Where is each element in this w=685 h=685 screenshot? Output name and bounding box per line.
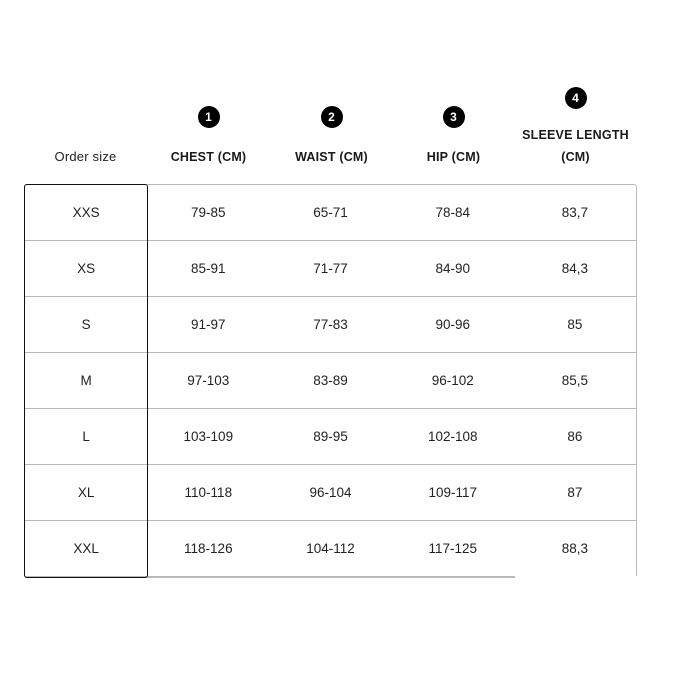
cell-sleeve-length: 84,3 xyxy=(561,261,589,276)
cell-waist: 71-77 xyxy=(313,261,348,276)
cell-hip: 96-102 xyxy=(431,373,474,388)
cell-chest: 91-97 xyxy=(191,317,226,332)
number-3-icon: 3 xyxy=(443,106,465,128)
number-1-icon: 1 xyxy=(198,106,220,128)
header-label-line1: SLEEVE LENGTH xyxy=(522,128,629,142)
header-row xyxy=(24,80,637,184)
number-2-icon: 2 xyxy=(321,106,343,128)
cell-chest: 118-126 xyxy=(184,541,233,556)
cell-hip: 117-125 xyxy=(428,541,477,556)
cell-sleeve-length: 88,3 xyxy=(561,541,589,556)
table-row xyxy=(25,409,636,465)
header-label: CHEST (CM) xyxy=(170,150,247,164)
cell-chest: 110-118 xyxy=(184,485,233,500)
header-hip xyxy=(392,80,515,184)
header-sleeve-length xyxy=(514,80,637,184)
cell-size: XXS xyxy=(72,205,100,220)
header-label: HIP (CM) xyxy=(426,150,481,164)
cell-size: XL xyxy=(77,485,95,500)
cell-waist: 89-95 xyxy=(313,429,348,444)
cell-size: XXL xyxy=(73,541,99,556)
cell-size: M xyxy=(80,373,92,388)
header-label: WAIST (CM) xyxy=(295,150,368,164)
cell-sleeve-length: 83,7 xyxy=(561,205,589,220)
cell-chest: 97-103 xyxy=(187,373,230,388)
cell-hip: 109-117 xyxy=(428,485,477,500)
cell-sleeve-length: 85,5 xyxy=(561,373,589,388)
table-row xyxy=(25,185,636,241)
cell-size: S xyxy=(81,317,91,332)
table-row xyxy=(25,353,636,409)
cell-sleeve-length: 86 xyxy=(567,429,583,444)
header-waist xyxy=(270,80,393,184)
cell-sleeve-length: 87 xyxy=(567,485,583,500)
cell-size: L xyxy=(82,429,90,444)
table-row xyxy=(25,241,636,297)
cell-waist: 65-71 xyxy=(313,205,348,220)
cell-chest: 85-91 xyxy=(191,261,226,276)
cell-waist: 96-104 xyxy=(309,485,352,500)
table-row xyxy=(25,465,636,521)
divider xyxy=(515,576,637,579)
cell-size: XS xyxy=(77,261,96,276)
cell-waist: 104-112 xyxy=(306,541,355,556)
header-label-line2: (CM) xyxy=(561,150,590,164)
cell-waist: 77-83 xyxy=(313,317,348,332)
table-row xyxy=(25,521,636,577)
cell-sleeve-length: 85 xyxy=(567,317,583,332)
cell-hip: 90-96 xyxy=(435,317,470,332)
cell-hip: 102-108 xyxy=(427,429,478,444)
size-table xyxy=(24,184,637,578)
cell-chest: 79-85 xyxy=(191,205,226,220)
header-order-size xyxy=(24,80,147,184)
header-chest xyxy=(147,80,270,184)
cell-hip: 84-90 xyxy=(435,261,470,276)
cell-chest: 103-109 xyxy=(183,429,234,444)
table-row xyxy=(25,297,636,353)
number-4-icon: 4 xyxy=(565,87,587,109)
cell-waist: 83-89 xyxy=(313,373,348,388)
header-label: Order size xyxy=(54,149,117,164)
size-chart xyxy=(24,80,637,578)
cell-hip: 78-84 xyxy=(435,205,470,220)
